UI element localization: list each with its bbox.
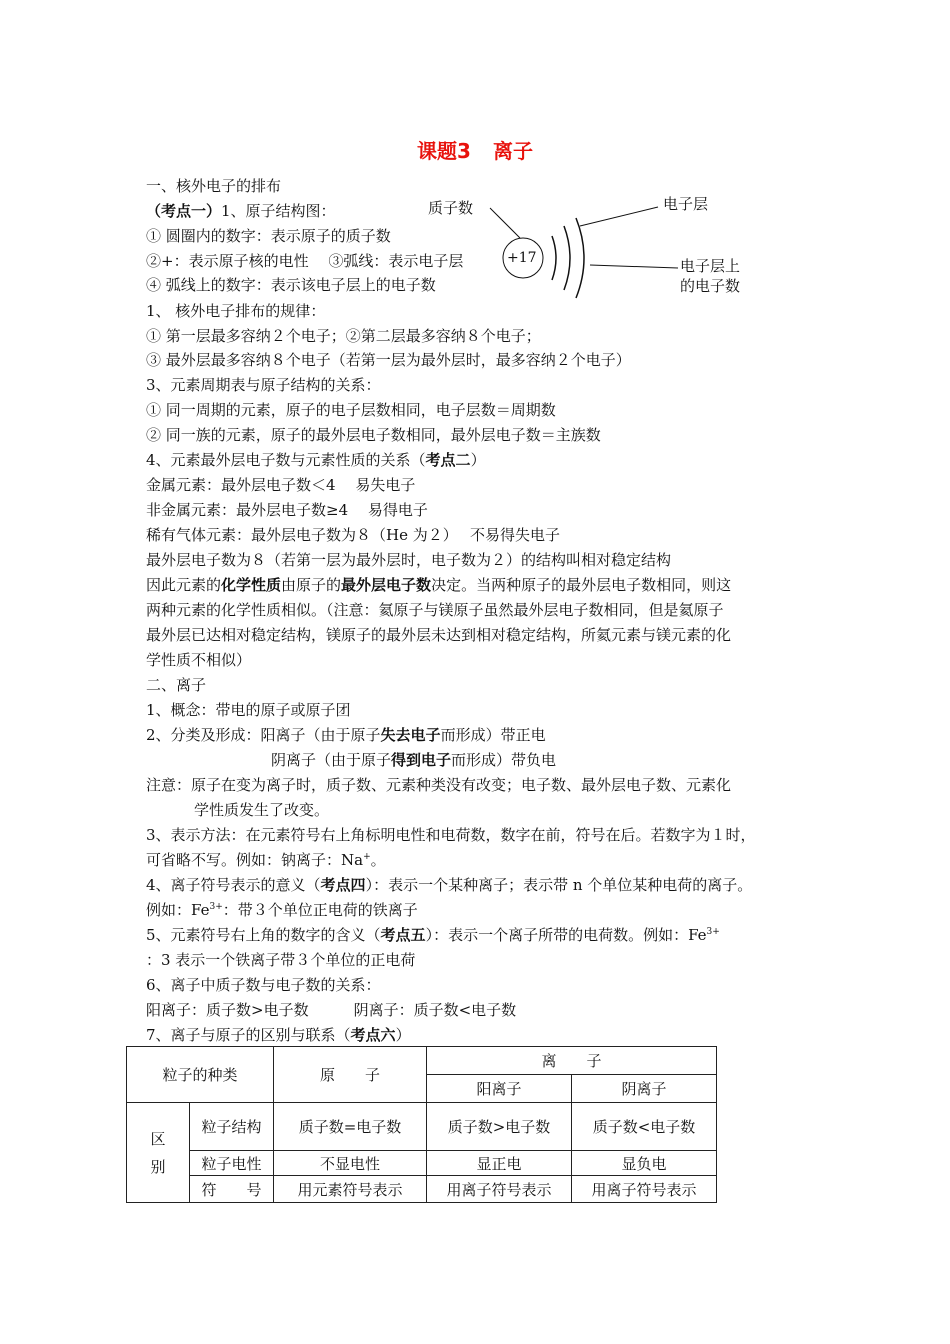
cell-anion: 用离子符号表示 [572,1176,717,1203]
text-line: ② 同一族的元素，原子的最外层电子数相同，最外层电子数＝主族数 [146,426,601,444]
cell-cation: 质子数>电子数 [427,1103,572,1151]
header-anion: 阴离子 [572,1075,717,1103]
key-point-four: 考点四 [320,876,366,894]
label-proton-number: 质子数 [428,199,474,217]
header-particle-kind: 粒子的种类 [127,1047,274,1103]
cell-anion: 质子数<电子数 [572,1103,717,1151]
label-shell-electrons-2: 的电子数 [680,277,741,295]
key-point-five: 考点五 [380,926,426,944]
text-line: 阴离子（由于原子得到电子而形成）带负电 [271,751,557,769]
text-line: 6、离子中质子数与电子数的关系： [146,976,381,994]
text-line: ① 同一周期的元素，原子的电子层数相同，电子层数＝周期数 [146,401,556,419]
row-label: 粒子电性 [190,1151,274,1176]
header-atom: 原 子 [274,1047,427,1103]
text-line: ②+：表示原子核的电性 ③弧线：表示电子层 [146,252,464,270]
cell-atom: 不显电性 [274,1151,427,1176]
text-line: ④ 弧线上的数字：表示该电子层上的电子数 [146,276,436,294]
text-line: 2、分类及形成：阳离子（由于原子失去电子而形成）带正电 [146,726,546,744]
title-lesson: 课题3 [417,139,471,163]
point-1-line: （考点一）1、原子结构图： [146,202,336,220]
key-point-one: （考点一） [146,202,222,220]
text-line: 5、元素符号右上角的数字的含义（考点五）：表示一个离子所带的电荷数。例如：$Fe^{3+}$ [146,926,720,944]
section-2-heading: 二、离子 [146,676,207,694]
text-line: 最外层已达相对稳定结构，镁原子的最外层未达到相对稳定结构，所氦元素与镁元素的化 [146,626,732,644]
page-title [0,138,950,164]
row-label: 符 号 [190,1176,274,1203]
text-line: 4、元素最外层电子数与元素性质的关系（考点二） [146,451,486,469]
text-line: 学性质不相似） [146,651,252,669]
header-cation: 阳离子 [427,1075,572,1103]
section-1-heading: 一、核外电子的排布 [146,177,282,195]
text-line: 可省略不写。例如：钠离子：Na+。 [146,851,386,869]
title-topic: 离子 [492,139,533,163]
shell-arc-3 [576,218,584,298]
text-line: ① 圆圈内的数字：表示原子的质子数 [146,227,391,245]
proton-pointer-line [490,208,520,238]
group-difference: 区 别 [127,1103,190,1203]
cell-anion: 显负电 [572,1151,717,1176]
text-line: 非金属元素：最外层电子数≥4 易得电子 [146,501,428,519]
key-point-two: 考点二 [425,451,471,469]
nucleus-charge: +17 [507,250,537,266]
text-line: 1、 核外电子排布的规律： [146,302,326,320]
text-line: 稀有气体元素：最外层电子数为８（He 为２） 不易得失电子 [146,526,560,544]
label-electron-shell: 电子层 [663,195,709,213]
table-row [127,1151,717,1176]
key-point-six: 考点六 [350,1026,396,1044]
text-line: 例如：$Fe^{3+}$：带３个单位正电荷的铁离子 [146,901,418,919]
shell-pointer-line [580,207,658,226]
text-line: 最外层电子数为８（若第一层为最外层时，电子数为２）的结构叫相对稳定结构 [146,551,672,569]
text-line: 学性质发生了改变。 [194,801,330,819]
header-ion: 离 子 [427,1047,717,1075]
text-line: ① 第一层最多容纳２个电子；②第二层最多容纳８个电子； [146,327,541,345]
text-line: 注意：原子在变为离子时，质子数、元素种类没有改变；电子数、最外层电子数、元素化 [146,776,732,794]
table-row [127,1176,717,1203]
text-line: ③ 最外层最多容纳８个电子（若第一层为最外层时，最多容纳２个电子） [146,351,631,369]
text-line: 金属元素：最外层电子数＜4 易失电子 [146,476,416,494]
text-line: ：3 表示一个铁离子带３个单位的正电荷 [146,951,416,969]
cell-atom: 质子数=电子数 [274,1103,427,1151]
shell-arc-2 [564,226,570,290]
ion-atom-comparison-table [126,1046,717,1203]
electron-pointer-line [590,265,678,268]
text-line: 两种元素的化学性质相似。（注意：氦原子与镁原子虽然最外层电子数相同，但是氦原子 [146,601,724,619]
text-line: 7、离子与原子的区别与联系（考点六） [146,1026,411,1044]
row-label: 粒子结构 [190,1103,274,1151]
text-line: 4、离子符号表示的意义（考点四）：表示一个某种离子；表示带 n 个单位某种电荷的离子。 [146,876,753,894]
text-line: 阳离子：质子数>电子数 阴离子：质子数<电子数 [146,1001,517,1019]
shell-arc-1 [552,236,556,280]
label-shell-electrons-1: 电子层上 [680,257,741,275]
text-line: 3、表示方法：在元素符号右上角标明电性和电荷数，数字在前，符号在后。若数字为１时， [146,826,756,844]
table-row [127,1103,717,1151]
cell-cation: 用离子符号表示 [427,1176,572,1203]
text-line: 3、元素周期表与原子结构的关系： [146,376,381,394]
cell-cation: 显正电 [427,1151,572,1176]
cell-atom: 用元素符号表示 [274,1176,427,1203]
text-line: 因此元素的化学性质由原子的最外层电子数决定。当两种原子的最外层电子数相同，则这 [146,576,732,594]
text-line: 1、概念：带电的原子或原子团 [146,701,351,719]
atom-structure-diagram [410,190,770,300]
